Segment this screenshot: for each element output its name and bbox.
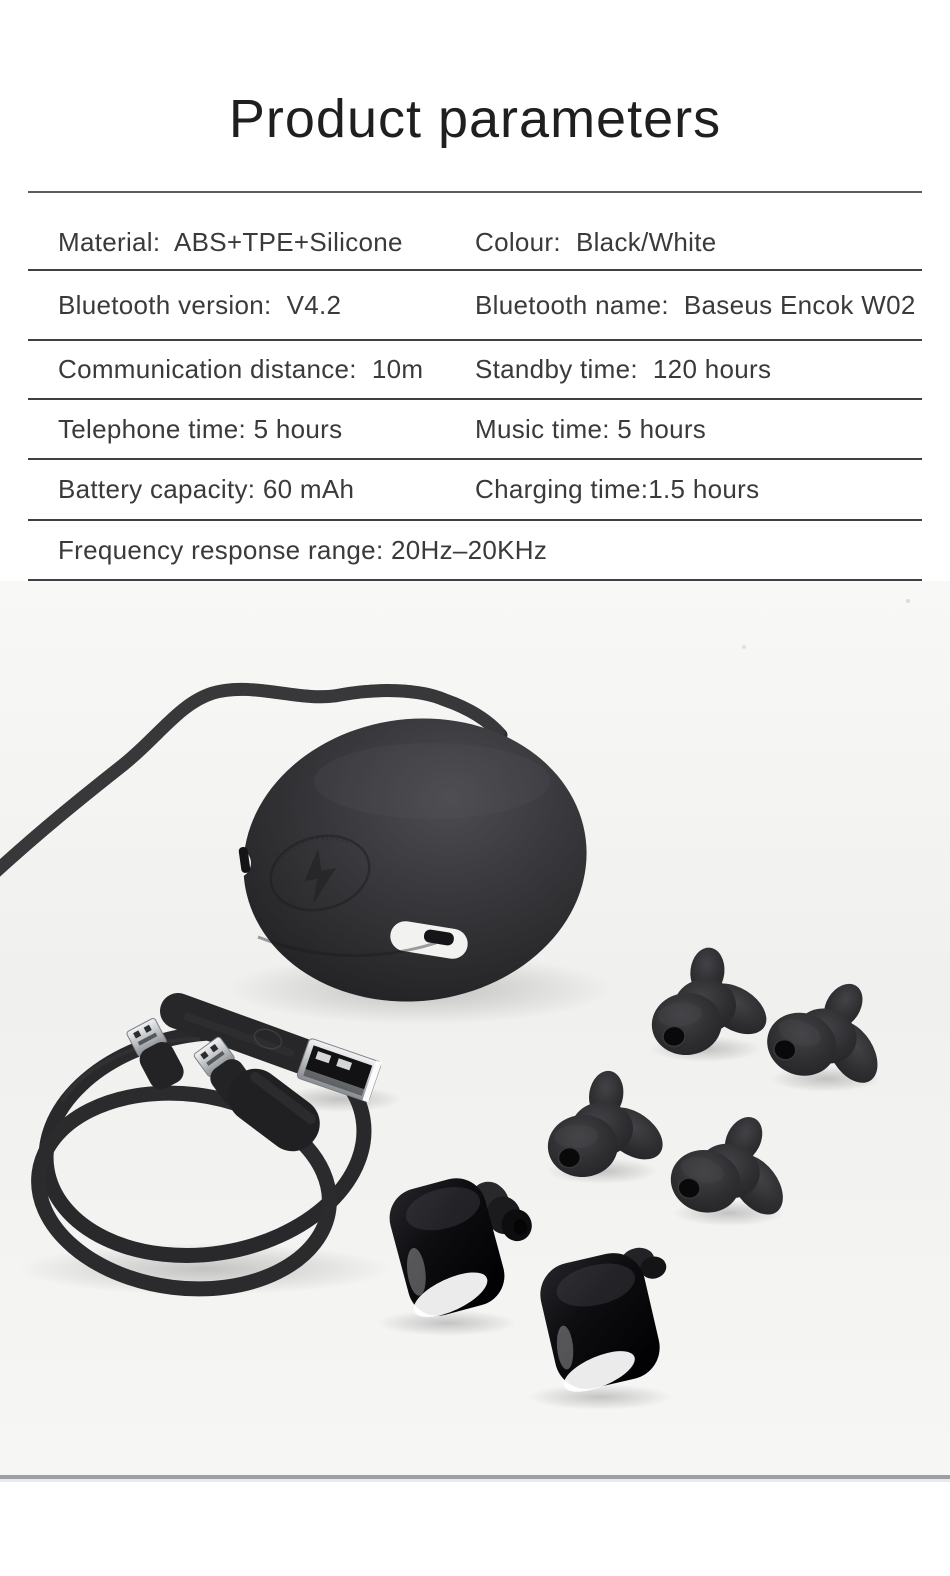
spec-bt-version: Bluetooth version: V4.2 <box>58 289 342 320</box>
spec-row-distance-standby <box>28 341 922 400</box>
spec-row-bluetooth <box>28 271 922 341</box>
spec-material: Material: ABS+TPE+Silicone <box>58 226 403 257</box>
spec-row-talk-music <box>28 400 922 460</box>
spec-row-battery-charging <box>28 460 922 521</box>
spec-colour: Colour: Black/White <box>475 226 717 257</box>
product-photo-illustration <box>0 581 950 1475</box>
spec-row-material-colour <box>28 193 922 271</box>
page-bottom-strip <box>0 1479 950 1482</box>
spec-standby: Standby time: 120 hours <box>475 354 772 384</box>
spec-battery: Battery capacity: 60 mAh <box>58 474 355 504</box>
spec-distance: Communication distance: 10m <box>58 354 424 384</box>
spec-music-time: Music time: 5 hours <box>475 413 707 444</box>
spec-frequency: Frequency response range: 20Hz–20KHz <box>58 534 548 565</box>
page-title: Product parameters <box>228 89 722 149</box>
spec-bt-name: Bluetooth name: Baseus Encok W02 <box>475 289 916 320</box>
product-photo <box>0 581 950 1475</box>
product-parameters-page <box>0 89 950 1576</box>
spec-row-frequency <box>28 521 922 581</box>
spec-telephone-time: Telephone time: 5 hours <box>58 413 343 444</box>
spec-charging: Charging time:1.5 hours <box>475 474 760 504</box>
spec-table <box>28 191 922 581</box>
